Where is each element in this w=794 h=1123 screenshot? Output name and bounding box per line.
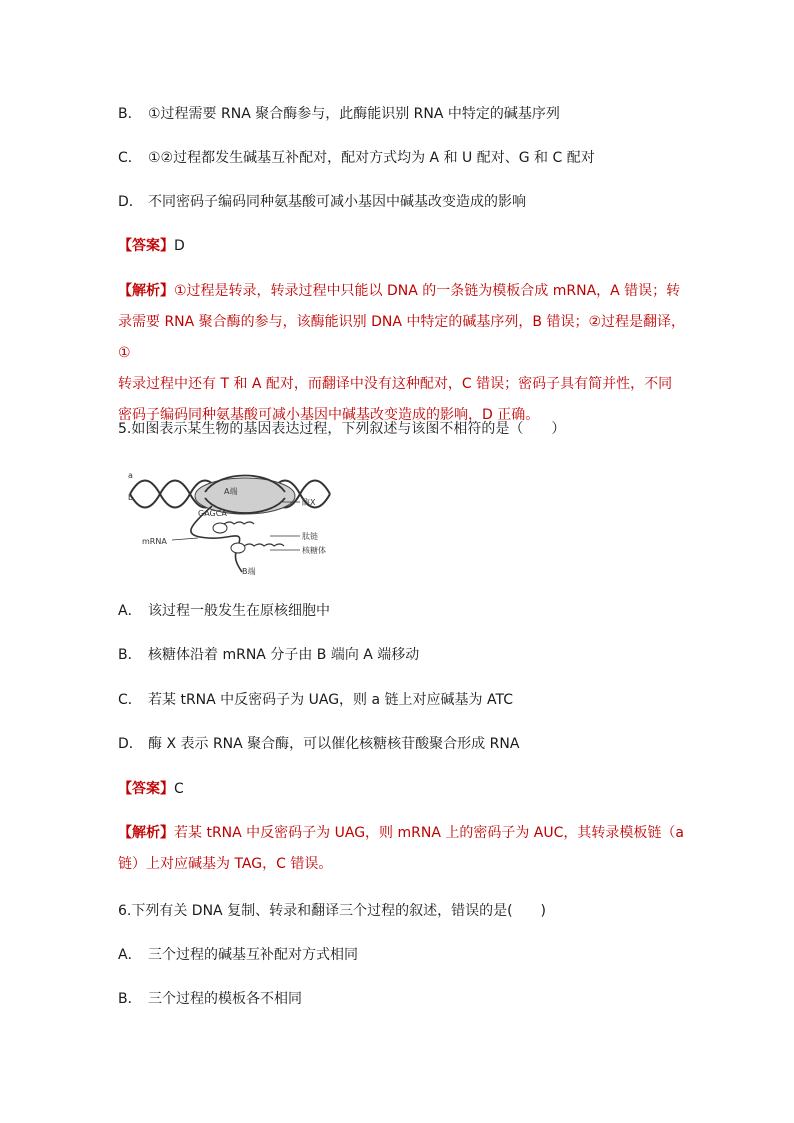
option-letter: D． — [118, 194, 143, 210]
q5-analysis — [118, 818, 690, 880]
answer-value: D — [174, 238, 185, 254]
option-text: 核糖体沿着 mRNA 分子由 B 端向 A 端移动 — [148, 647, 420, 663]
option-text: ①过程需要 RNA 聚合酶参与，此酶能识别 RNA 中特定的碱基序列 — [148, 106, 560, 122]
q6-option-b — [118, 989, 302, 1009]
answer-tag: 【答案】 — [118, 781, 174, 797]
option-text: ①②过程都发生碱基互补配对，配对方式均为 A 和 U 配对、G 和 C 配对 — [148, 150, 595, 166]
q4-option-c — [118, 148, 595, 168]
analysis-tag: 【解析】 — [118, 825, 174, 841]
option-text: 三个过程的碱基互补配对方式相同 — [148, 947, 358, 963]
option-letter: B． — [118, 991, 142, 1007]
analysis-line: 录需要 RNA 聚合酶的参与，该酶能识别 DNA 中特定的碱基序列，B 错误；②过程是翻译，① — [118, 314, 686, 361]
label-mrna: mRNA — [142, 537, 167, 546]
answer-tag: 【答案】 — [118, 238, 174, 254]
q6-stem: 6.下列有关 DNA 复制、转录和翻译三个过程的叙述，错误的是( ) — [118, 903, 547, 919]
label-b-end: B端 — [242, 567, 256, 576]
option-letter: A． — [118, 603, 142, 619]
ribosome-1 — [213, 523, 227, 533]
q4-option-b — [118, 104, 560, 124]
option-letter: D． — [118, 736, 143, 752]
analysis-line: 链）上对应碱基为 TAG，C 错误。 — [118, 856, 333, 872]
option-letter: B． — [118, 106, 142, 122]
q5-option-a — [118, 601, 330, 621]
q5-option-b — [118, 645, 419, 665]
label-a: a — [128, 471, 133, 480]
peptide-chain-2 — [244, 544, 284, 546]
analysis-line: 密码子编码同种氨基酸可减小基因中碱基改变造成的影响，D 正确。 — [118, 407, 540, 423]
label-enzyme: 酶X — [302, 498, 316, 507]
q5-stem: 5.如图表示某生物的基因表达过程，下列叙述与该图不相符的是（ ） — [118, 421, 566, 437]
option-letter: B． — [118, 647, 142, 663]
option-text: 三个过程的模板各不相同 — [148, 991, 302, 1007]
option-letter: C． — [118, 150, 142, 166]
analysis-line: 转录过程中还有 T 和 A 配对，而翻译中没有这种配对，C 错误；密码子具有简并性，不同 — [118, 376, 673, 392]
label-seq: GAGCA — [198, 509, 227, 518]
gene-expression-figure — [120, 466, 380, 576]
q4-answer — [118, 236, 185, 256]
option-text: 若某 tRNA 中反密码子为 UAG，则 a 链上对应碱基为 ATC — [148, 692, 513, 708]
q4-option-d — [118, 192, 526, 212]
option-letter: C． — [118, 692, 142, 708]
option-text: 不同密码子编码同种氨基酸可减小基因中碱基改变造成的影响 — [148, 194, 526, 210]
q5-option-c — [118, 690, 513, 710]
analysis-line: 【解析】若某 tRNA 中反密码子为 UAG，则 mRNA 上的密码子为 AUC，其转录模板链（a — [118, 825, 684, 841]
option-letter: A． — [118, 947, 142, 963]
q4-analysis — [118, 276, 690, 431]
label-peptide: 肽链 — [302, 532, 318, 541]
label-ribosome: 核糖体 — [302, 546, 326, 555]
answer-value: C — [174, 781, 184, 797]
peptide-chain-1 — [224, 522, 254, 524]
analysis-line: 【解析】①过程是转录，转录过程中只能以 DNA 的一条链为模板合成 mRNA，A 错误；转 — [118, 283, 681, 299]
q6-option-a — [118, 945, 358, 965]
label-b: b — [128, 493, 134, 502]
label-a-end: A端 — [224, 487, 238, 496]
ribosome-2 — [231, 543, 245, 553]
q5-option-d — [118, 734, 519, 754]
q5-answer — [118, 779, 184, 799]
analysis-tag: 【解析】 — [118, 283, 174, 299]
option-text: 该过程一般发生在原核细胞中 — [148, 603, 330, 619]
option-text: 酶 X 表示 RNA 聚合酶，可以催化核糖核苷酸聚合形成 RNA — [148, 736, 520, 752]
